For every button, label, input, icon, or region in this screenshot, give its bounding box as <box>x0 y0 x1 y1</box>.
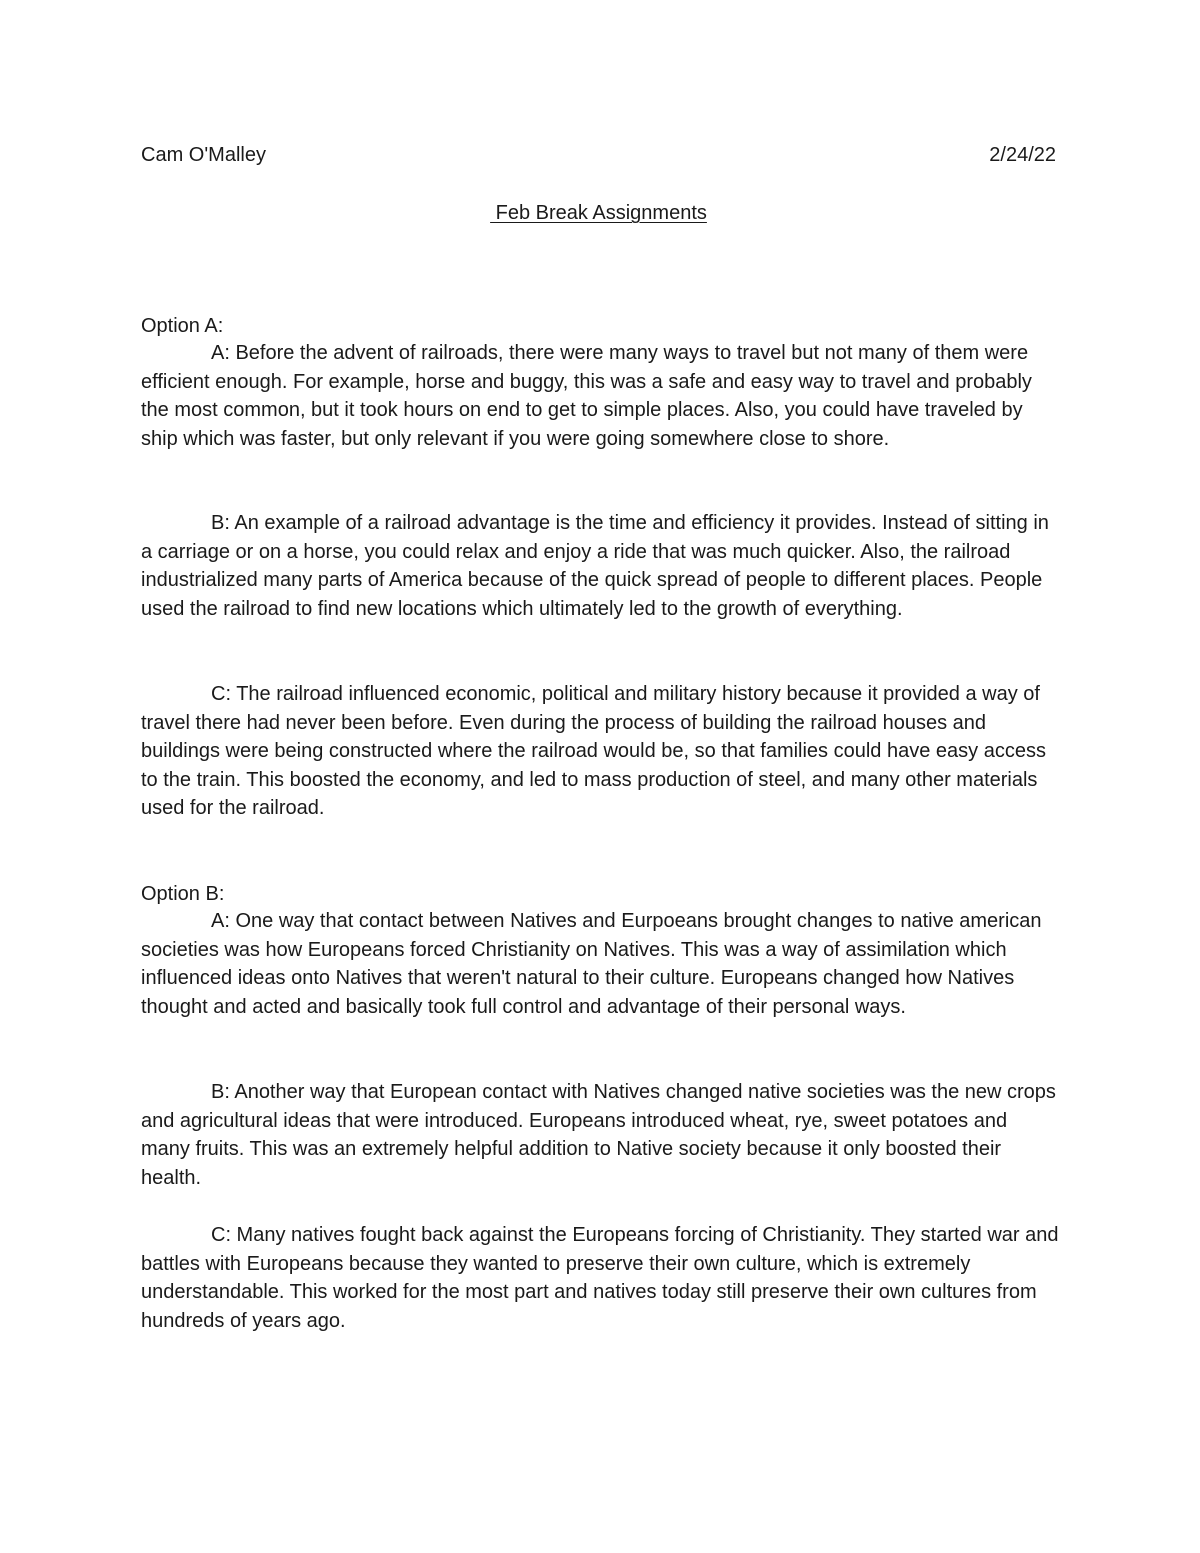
option-b-heading: Option B: <box>141 883 225 905</box>
option-b-paragraph-b: B: Another way that European contact with Natives changed native societies was the new crops and agricultural ideas that were introduced. Europeans introduced wheat, rye, sweet potatoes and many fruits. This was an extremely helpful addition to Native society because it only boosted their health. <box>141 1081 1056 1189</box>
page-title-text: Feb Break Assignments <box>490 202 707 224</box>
option-a-paragraph-c: C: The railroad influenced economic, political and military history because it provided a way of travel there had never been before. Even during the process of building the railroad houses and buildings were being constructed where the railroad would be, so that families could have easy access to the train. This boosted the economy, and led to mass production of steel, and many other materials used for the railroad. <box>141 683 1046 820</box>
option-a-heading: Option A: <box>141 315 224 337</box>
option-b-paragraph-c: C: Many natives fought back against the Europeans forcing of Christianity. They started war and battles with Europeans because they wanted to preserve their own culture, which is extremely understandable. This worked for the most part and natives today still preserve their own cultures from hundreds of years ago. <box>141 1224 1059 1332</box>
document-date: 2/24/22 <box>989 144 1056 166</box>
option-b-paragraph-a: A: One way that contact between Natives and Eurpoeans brought changes to native american societies was how Europeans forced Christianity on Natives. This was a way of assimilation which influenced ideas onto Natives that weren't natural to their culture. Europeans changed how Natives thought and acted and basically took full control and advantage of their personal ways. <box>141 910 1042 1018</box>
author-name: Cam O'Malley <box>141 144 266 166</box>
page-title <box>141 199 1056 227</box>
option-a-paragraph-a: A: Before the advent of railroads, there were many ways to travel but not many of them were efficient enough. For example, horse and buggy, this was a safe and easy way to travel and probably the most common, but it took hours on end to get to simple places. Also, you could have traveled by ship which was faster, but only relevant if you were going somewhere close to shore. <box>141 342 1032 450</box>
document-header <box>141 141 1056 169</box>
option-a-paragraph-b: B: An example of a railroad advantage is the time and efficiency it provides. Instead of sitting in a carriage or on a horse, you could relax and enjoy a ride that was much quicker. Also, the railroad industrialized many parts of America because of the quick spread of people to different places. People used the railroad to find new locations which ultimately led to the growth of everything. <box>141 512 1049 620</box>
